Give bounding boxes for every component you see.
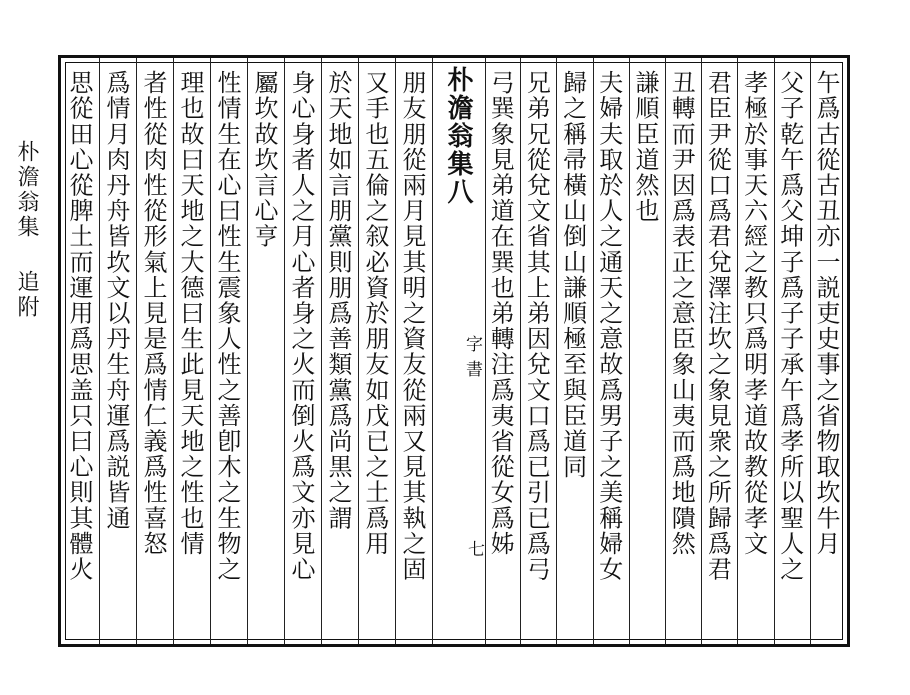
column-rule	[173, 58, 174, 644]
text-column: 於天地如言朋黨則朋爲善類黨爲尚黒之謂	[324, 70, 352, 531]
text-column: 爲情月肉丹舟皆坎文以丹生舟運爲説皆通	[102, 70, 130, 531]
fold-title: 朴澹翁集八	[443, 66, 473, 206]
section-label: 追附	[14, 270, 39, 320]
column-rule	[556, 58, 557, 644]
column-rule	[665, 58, 666, 644]
column-rule	[395, 58, 396, 644]
page-number: 七	[464, 540, 484, 557]
text-column: 弓巽象見弟道在巽也弟轉注爲夷省從女爲姊	[486, 70, 515, 557]
column-rule	[358, 58, 359, 644]
column-rule	[284, 58, 285, 644]
margin-title	[14, 140, 38, 320]
text-column: 朋友朋從兩月見其明之資友從兩又見其執之固	[398, 70, 426, 582]
text-column: 性情生在心曰性生震象人性之善卽木之生物之	[213, 70, 241, 582]
column-rule	[247, 58, 248, 644]
text-column: 思從田心從脾土而運用爲思盖只曰心則其體火	[65, 70, 93, 582]
text-column: 謙順臣道然也	[630, 70, 659, 224]
text-column: 身心身者人之月心者身之火而倒火爲文亦見心	[287, 70, 315, 582]
column-rule	[701, 58, 702, 644]
column-rule	[774, 58, 775, 644]
text-column: 屬坎故坎言心亨	[250, 70, 278, 250]
text-column: 者性從肉性從形氣上見是爲情仁義爲性喜怒	[139, 70, 167, 557]
text-column: 孝極於事天六經之教只爲明孝道故教從孝文	[739, 70, 768, 557]
text-column: 理也故曰天地之大德曰生此見天地之性也情	[176, 70, 204, 557]
column-rule	[629, 58, 630, 644]
text-column: 午爲古從古丑亦一説吏史事之省物取坎牛月	[811, 70, 840, 557]
text-column: 歸之稱帚橫山倒山謙順極至與臣道同	[558, 70, 587, 480]
column-rule	[737, 58, 738, 644]
column-rule	[593, 58, 594, 644]
column-rule	[99, 58, 100, 644]
column-rule	[210, 58, 211, 644]
column-rule	[520, 58, 521, 644]
text-column: 夫婦夫取於人之通天之意故爲男子之美稱婦女	[594, 70, 623, 582]
column-rule	[321, 58, 322, 644]
column-rule	[136, 58, 137, 644]
text-column: 兄弟兄從兌文省其上弟因兌文口爲已引已爲弓	[522, 70, 551, 582]
text-column: 父子乾午爲父坤子爲子子承午爲孝所以聖人之	[775, 70, 804, 582]
book-title: 朴澹翁集	[14, 140, 39, 240]
column-rule	[810, 58, 811, 644]
text-column: 君臣尹從口爲君兌澤注坎之象見衆之所歸爲君	[703, 70, 732, 582]
text-column: 又手也五倫之叙必資於朋友如戊已之土爲用	[361, 70, 389, 557]
text-column: 丑轉而尹因爲表正之意臣象山夷而爲地隤然	[667, 70, 696, 557]
fold-label: 字書	[462, 335, 482, 385]
